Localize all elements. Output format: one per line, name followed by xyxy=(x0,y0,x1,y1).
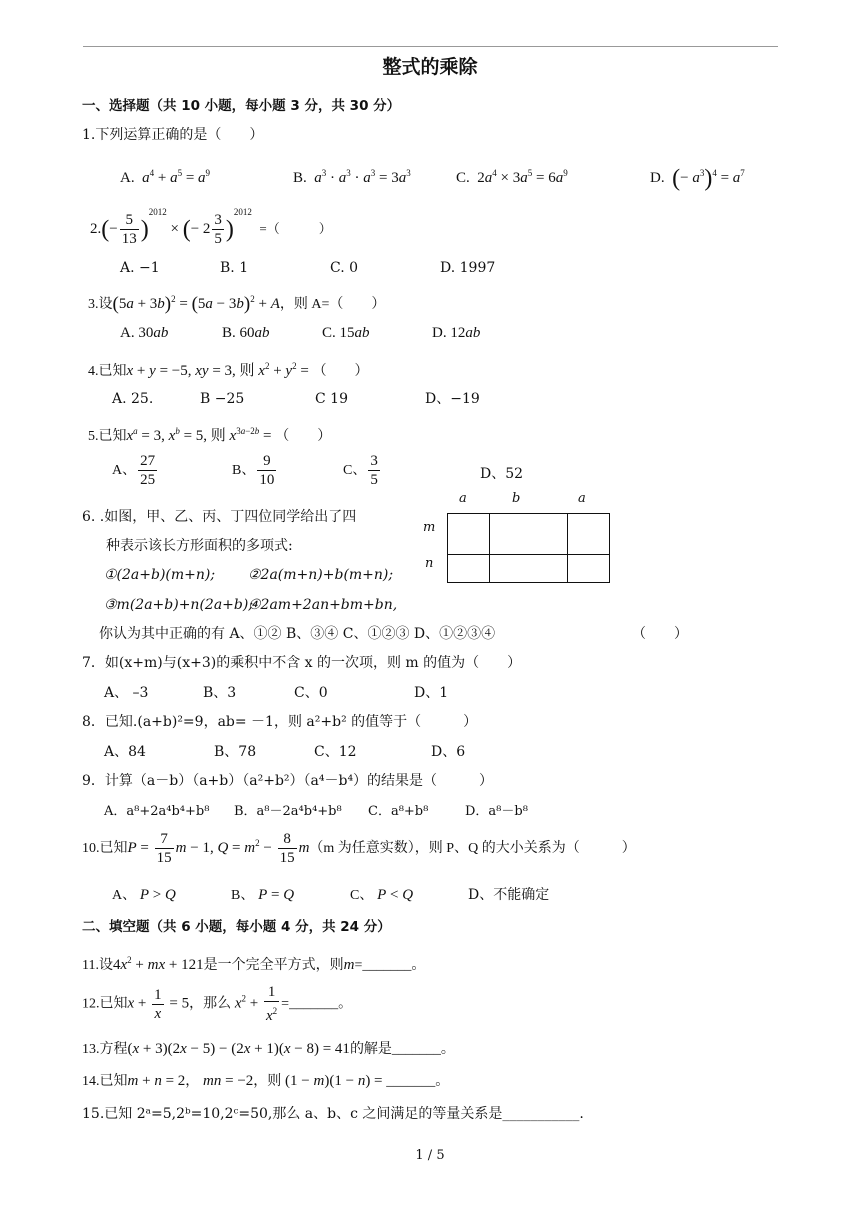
q8-option-c: C、12 xyxy=(314,744,357,760)
q7-option-c: C、0 xyxy=(294,685,328,701)
q6-paren: （ ） xyxy=(632,626,688,642)
q8-stem: 8．已知.(a+b)²=9，ab= －1，则 a²+b² 的值等于（ ） xyxy=(82,714,478,730)
grid-label-b: b xyxy=(512,491,521,506)
q3-option-b: B. 60ab xyxy=(222,325,270,341)
q6-line1: 6. .如图，甲、乙、丙、丁四位同学给出了四 xyxy=(82,509,357,525)
section-fill-heading: 二、填空题（共 6 小题，每小题 4 分，共 24 分） xyxy=(82,919,391,935)
q2-expression: 2.(− $\frac{5}{13}$ )$^{2012}$ × (− 2 $\frac{3}{5}$ )$^{2012}$ =（ ） xyxy=(90,207,332,248)
q1-option-c: C. $2a^4 \times 3a^5 = 6a^9$ xyxy=(456,168,568,186)
grid-label-n: n xyxy=(425,556,434,571)
q3-option-d: D. 12ab xyxy=(432,325,481,341)
grid-label-a1: a xyxy=(459,491,467,506)
q4-option-b: B −25 xyxy=(200,391,245,407)
page-title: 整式的乘除 xyxy=(382,56,478,78)
q1-option-b: B. $a^3 \cdot a^3 \cdot a^3 = 3a^3$ xyxy=(293,168,411,186)
page-number: 1 / 5 xyxy=(415,1148,445,1163)
q8-option-d: D、6 xyxy=(431,744,466,760)
q6-line2: 种表示该长方形面积的多项式: xyxy=(106,538,293,554)
q6-item3: ③m(2a+b)+n(2a+b); xyxy=(104,597,254,613)
q9-option-c: C．a⁸+b⁸ xyxy=(368,804,429,819)
q8-option-a: A、84 xyxy=(104,744,146,760)
q1-stem: 1.下列运算正确的是（ ） xyxy=(82,127,264,143)
q10-option-b: B、 P = Q xyxy=(231,887,295,903)
q9-stem: 9．计算（a－b）（a+b）（a²+b²）（a⁴－b⁴）的结果是（ ） xyxy=(82,773,494,789)
q4-option-d: D、−19 xyxy=(425,391,480,407)
q2-option-b: B. 1 xyxy=(220,260,249,276)
q5-option-d: D、52 xyxy=(480,466,524,482)
q13-text: 13.方程(x + 3)(2x − 5) − (2x + 1)(x − 8) = 41的解是_______。 xyxy=(82,1041,455,1057)
q5-stem: 5.已知$x^a = 3$, $x^b = 5$, 则 $x^{3a-2b}$ = （ ） xyxy=(88,426,332,444)
q5-option-b: B、 $\frac{9}{10}$ xyxy=(232,453,275,488)
q15-text: 15.已知 2ᵃ=5,2ᵇ=10,2ᶜ=50,那么 a、b、c 之间满足的等量关系是___________. xyxy=(82,1106,584,1122)
q5-option-a: A、 $\frac{27}{25}$ xyxy=(112,453,156,488)
q1-option-d: D. (− $a^3)^4 = a^7$ xyxy=(650,165,745,192)
q3-option-a: A. 30ab xyxy=(120,325,169,341)
q10-option-a: A、 P > Q xyxy=(112,887,176,903)
section-choice-heading: 一、选择题（共 10 小题，每小题 3 分，共 30 分） xyxy=(82,98,401,114)
q10-option-c: C、 P < Q xyxy=(350,887,414,903)
q9-option-d: D．a⁸－b⁸ xyxy=(465,804,528,819)
q9-option-b: B．a⁸－2a⁴b⁴+b⁸ xyxy=(234,804,342,819)
q6-answer-options: 你认为其中正确的有 A、①② B、③④ C、①②③ D、①②③④ xyxy=(99,626,496,642)
q6-item2: ②2a(m+n)+b(m+n); xyxy=(248,567,394,583)
q6-item1: ①(2a+b)(m+n); xyxy=(104,567,216,583)
q2-option-a: A. −1 xyxy=(120,260,160,276)
q3-option-c: C. 15ab xyxy=(322,325,370,341)
q7-option-a: A、 –3 xyxy=(104,685,149,701)
q5-option-c: C、 $\frac{3}{5}$ xyxy=(343,453,378,488)
q2-option-c: C. 0 xyxy=(330,260,359,276)
q10-option-d: D、不能确定 xyxy=(468,887,550,903)
q14-text: 14.已知m + n = 2， mn = −2，则 (1 − m)(1 − n) = _______。 xyxy=(82,1073,450,1089)
q7-option-d: D、1 xyxy=(414,685,449,701)
q10-stem: 10.已知P = $\frac{7}{15}$ m − 1, $Q = m^2$ − $\frac{8}{15}$ m（m 为任意实数），则 P、Q 的大小关系为（ ） xyxy=(82,831,636,866)
grid-label-a2: a xyxy=(578,491,586,506)
q2-option-d: D. 1997 xyxy=(440,260,496,276)
q11-text: 11.设$4x^2$ + mx + 121是一个完全平方式，则m=_______。 xyxy=(82,955,426,973)
q12-text: 12.已知x + $\frac{1}{x}$ = 5，那么 $x^2$ + $\frac{1}{x^2}$ =_______。 xyxy=(82,984,353,1024)
rectangle-diagram xyxy=(447,513,610,583)
header-rule xyxy=(83,46,778,47)
q4-stem: 4.已知x + y = −5, xy = 3, 则 $x^2 + y^2$ = （ ） xyxy=(88,361,369,379)
q4-option-a: A. 25. xyxy=(112,391,154,407)
q9-option-a: A．a⁸+2a⁴b⁴+b⁸ xyxy=(104,804,210,819)
q3-stem: 3.设$(5a + 3b)^2 = (5a - 3b)^2 + A$，则 A=（ ） xyxy=(88,293,386,315)
q6-item4: ④2am+2an+bm+bn, xyxy=(248,597,398,613)
q8-option-b: B、78 xyxy=(214,744,257,760)
q7-option-b: B、3 xyxy=(203,685,237,701)
grid-label-m: m xyxy=(423,520,436,535)
q4-option-c: C 19 xyxy=(315,391,348,407)
q1-option-a: A. $a^4 + a^5 = a^9$ xyxy=(120,168,211,186)
q7-stem: 7．如(x+m)与(x+3)的乘积中不含 x 的一次项，则 m 的值为（ ） xyxy=(82,655,522,671)
